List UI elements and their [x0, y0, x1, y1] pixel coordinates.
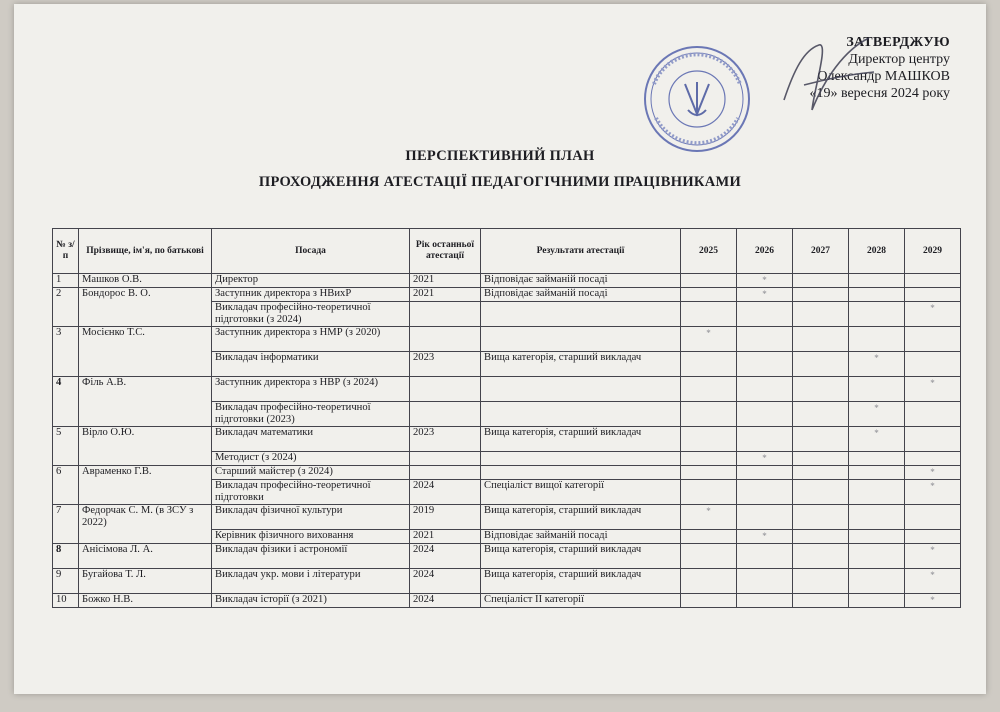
table-row [53, 327, 961, 352]
col-header-name: Прізвище, ім'я, по батькові [79, 229, 212, 274]
row-result: Спеціаліст ІІ категорії [481, 594, 681, 608]
plan-mark: * [737, 452, 793, 466]
plan-title: ПЕРСПЕКТИВНИЙ ПЛАН [405, 148, 595, 164]
table-row [53, 594, 961, 608]
row-position: Заступник директора з НВихР [212, 288, 410, 302]
row-num: 1 [53, 274, 79, 288]
row-name: Машков О.В. [79, 274, 212, 288]
table-row [53, 377, 961, 402]
row-position: Заступник директора з НМР (з 2020) [212, 327, 410, 352]
row-result: Вища категорія, старший викладач [481, 505, 681, 530]
plan-mark: * [849, 427, 905, 452]
row-name: Авраменко Г.В. [79, 466, 212, 505]
plan-mark: * [849, 402, 905, 427]
row-result: Відповідає займаній посаді [481, 274, 681, 288]
approval-date: «19» вересня 2024 року [809, 86, 950, 101]
col-header-position: Посада [212, 229, 410, 274]
row-position: Викладач укр. мови і літератури [212, 569, 410, 594]
row-name: Мосієнко Т.С. [79, 327, 212, 377]
row-name: Бугайова Т. Л. [79, 569, 212, 594]
row-num: 3 [53, 327, 79, 377]
row-position: Викладач професійно-теоретичної підготовки (з 2024) [212, 302, 410, 327]
table-row [53, 466, 961, 480]
row-year: 2023 [410, 352, 481, 377]
row-position: Директор [212, 274, 410, 288]
attestation-table [52, 228, 961, 608]
col-header-2029: 2029 [905, 229, 961, 274]
table-row [53, 505, 961, 530]
row-position: Керівник фізичного виховання [212, 530, 410, 544]
row-year: 2024 [410, 594, 481, 608]
col-header-year: Рік останньої атестації [410, 229, 481, 274]
row-name: Бондорос В. О. [79, 288, 212, 327]
col-header-2027: 2027 [793, 229, 849, 274]
row-num: 8 [53, 544, 79, 569]
row-result: Вища категорія, старший викладач [481, 569, 681, 594]
table-row [53, 427, 961, 452]
row-position: Викладач фізичної культури [212, 505, 410, 530]
row-year: 2024 [410, 544, 481, 569]
approval-name: Олександр МАШКОВ [817, 69, 950, 84]
row-num: 4 [53, 377, 79, 427]
row-year: 2021 [410, 530, 481, 544]
row-year: 2024 [410, 480, 481, 505]
row-position: Викладач професійно-теоретичної підготовки [212, 480, 410, 505]
row-result: Вища категорія, старший викладач [481, 427, 681, 452]
signature-icon [774, 30, 884, 120]
row-num: 6 [53, 466, 79, 505]
plan-mark: * [905, 594, 961, 608]
row-position: Викладач фізики і астрономії [212, 544, 410, 569]
document-page [14, 4, 986, 694]
row-result: Вища категорія, старший викладач [481, 352, 681, 377]
plan-mark: * [905, 569, 961, 594]
plan-mark: * [737, 288, 793, 302]
row-name: Федорчак С. М. (в ЗСУ з 2022) [79, 505, 212, 544]
row-num: 9 [53, 569, 79, 594]
approval-position: Директор центру [848, 52, 950, 67]
plan-mark: * [905, 544, 961, 569]
row-result: Відповідає займаній посаді [481, 530, 681, 544]
plan-mark: * [681, 327, 737, 352]
plan-mark: * [737, 274, 793, 288]
table-row [53, 288, 961, 302]
approval-title: ЗАТВЕРДЖУЮ [846, 35, 950, 50]
row-name: Анісімова Л. А. [79, 544, 212, 569]
col-header-2026: 2026 [737, 229, 793, 274]
row-name: Філь А.В. [79, 377, 212, 427]
row-result: Спеціаліст вищої категорії [481, 480, 681, 505]
row-year: 2024 [410, 569, 481, 594]
row-position: Викладач історії (з 2021) [212, 594, 410, 608]
row-position: Заступник директора з НВР (з 2024) [212, 377, 410, 402]
row-position: Методист (з 2024) [212, 452, 410, 466]
row-num: 7 [53, 505, 79, 544]
plan-mark: * [905, 466, 961, 480]
table-header-row [53, 229, 961, 274]
table-row [53, 569, 961, 594]
col-header-result: Результати атестації [481, 229, 681, 274]
row-year: 2021 [410, 274, 481, 288]
row-year: 2021 [410, 288, 481, 302]
col-header-2025: 2025 [681, 229, 737, 274]
row-position: Викладач професійно-теоретичної підготовки (2023) [212, 402, 410, 427]
plan-mark: * [737, 530, 793, 544]
official-stamp-icon [642, 44, 752, 154]
row-position: Старший майстер (з 2024) [212, 466, 410, 480]
col-header-2028: 2028 [849, 229, 905, 274]
row-position: Викладач інформатики [212, 352, 410, 377]
plan-mark: * [849, 352, 905, 377]
table-row [53, 544, 961, 569]
col-header-num: № з/п [53, 229, 79, 274]
row-year: 2019 [410, 505, 481, 530]
plan-mark: * [681, 505, 737, 530]
row-result: Відповідає займаній посаді [481, 288, 681, 302]
row-num: 10 [53, 594, 79, 608]
plan-mark: * [905, 480, 961, 505]
row-num: 5 [53, 427, 79, 466]
row-result: Вища категорія, старший викладач [481, 544, 681, 569]
plan-mark: * [905, 302, 961, 327]
row-year: 2023 [410, 427, 481, 452]
table-row [53, 274, 961, 288]
plan-mark: * [905, 377, 961, 402]
row-num: 2 [53, 288, 79, 327]
row-position: Викладач математики [212, 427, 410, 452]
row-name: Божко Н.В. [79, 594, 212, 608]
plan-subtitle: ПРОХОДЖЕННЯ АТЕСТАЦІЇ ПЕДАГОГІЧНИМИ ПРАЦІВНИКАМИ [258, 174, 742, 190]
row-name: Вірло О.Ю. [79, 427, 212, 466]
